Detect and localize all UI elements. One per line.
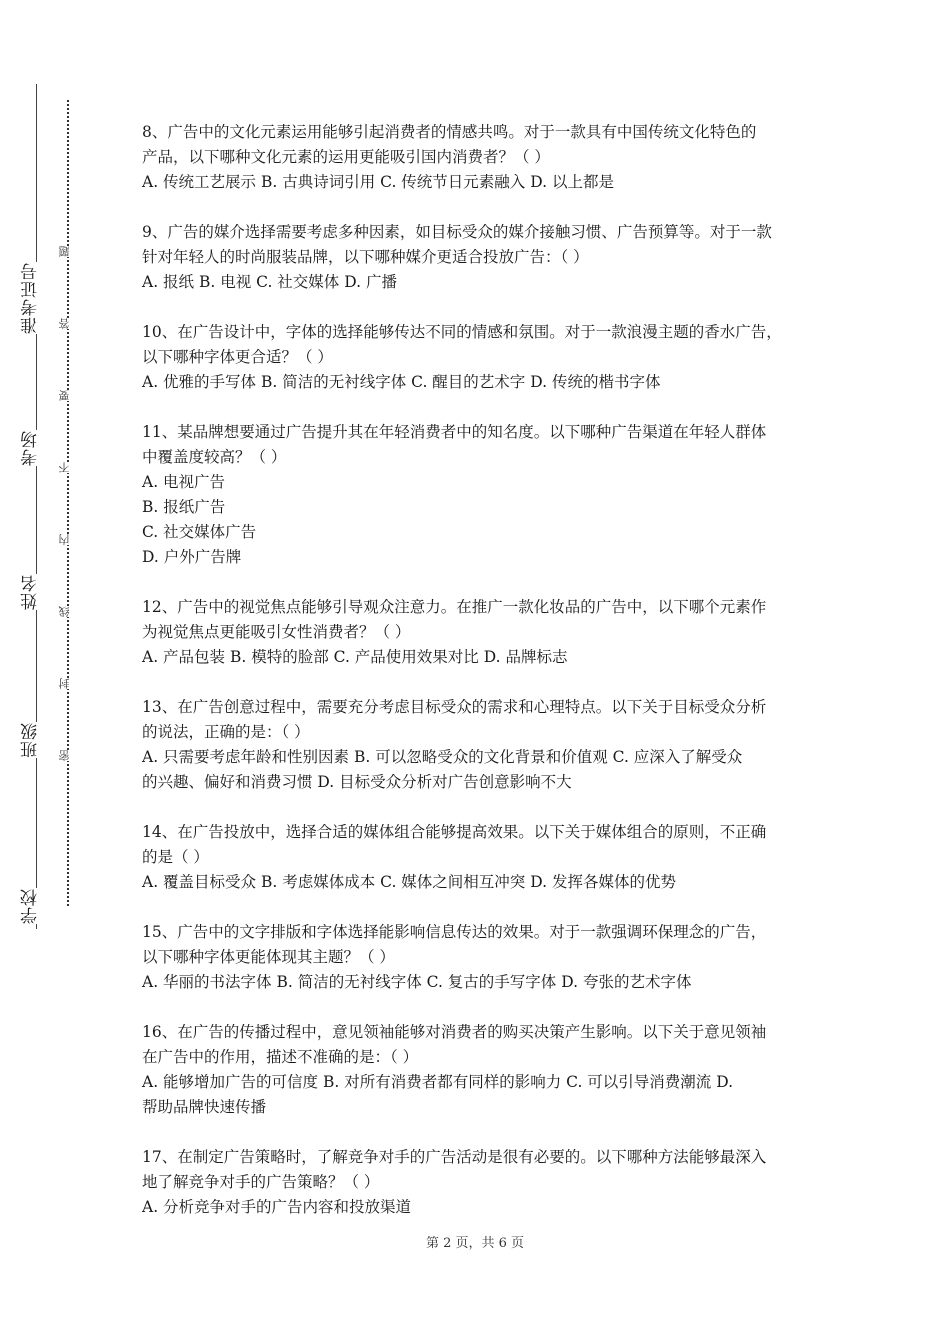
question-options: A. 能够增加广告的可信度 B. 对所有消费者都有同样的影响力 C. 可以引导消费潮流 D. — [142, 1073, 734, 1091]
question-line: 的是（ ） — [142, 848, 209, 866]
seal-char: 题 — [59, 246, 75, 257]
question-9 — [142, 220, 822, 295]
question-list — [142, 120, 822, 1245]
seal-char: 答 — [59, 318, 75, 329]
question-15 — [142, 920, 822, 995]
question-options: A. 覆盖目标受众 B. 考虑媒体成本 C. 媒体之间相互冲突 D. 发挥各媒体的优势 — [142, 873, 676, 891]
question-option-b: B. 报纸广告 — [142, 498, 226, 516]
binding-margin — [0, 0, 110, 1344]
question-line: 中覆盖度较高？（ ） — [142, 448, 287, 466]
field-class: 班级 — [22, 722, 50, 758]
question-line: 14、在广告投放中，选择合适的媒体组合能够提高效果。以下关于媒体组合的原则，不正确 — [142, 823, 767, 841]
field-exam-room: 考场 — [22, 430, 50, 466]
question-line: 17、在制定广告策略时，了解竞争对手的广告活动是很有必要的。以下哪种方法能够最深入 — [142, 1148, 767, 1166]
question-line: 在广告中的作用，描述不准确的是：（ ） — [142, 1048, 419, 1066]
question-options: A. 传统工艺展示 B. 古典诗词引用 C. 传统节日元素融入 D. 以上都是 — [142, 173, 614, 191]
question-13 — [142, 695, 822, 795]
field-school: 学校 — [22, 888, 50, 924]
question-10 — [142, 320, 822, 395]
question-line: 的说法，正确的是：（ ） — [142, 723, 310, 741]
binding-dotted-line — [67, 100, 69, 906]
page-number: 第 2 页，共 6 页 — [425, 1236, 525, 1251]
question-options: A. 优雅的手写体 B. 简洁的无衬线字体 C. 醒目的艺术字 D. 传统的楷书字体 — [142, 373, 661, 391]
question-line: 以下哪种字体更能体现其主题？（ ） — [142, 948, 395, 966]
question-line: 12、广告中的视觉焦点能够引导观众注意力。在推广一款化妆品的广告中，以下哪个元素作 — [142, 598, 767, 616]
question-option-d: D. 户外广告牌 — [142, 548, 242, 566]
question-line: 9、广告的媒介选择需要考虑多种因素，如目标受众的媒介接触习惯、广告预算等。对于一款 — [142, 223, 772, 241]
question-line: 11、某品牌想要通过广告提升其在年轻消费者中的知名度。以下哪种广告渠道在年轻人群体 — [142, 423, 767, 441]
question-line: 8、广告中的文化元素运用能够引起消费者的情感共鸣。对于一款具有中国传统文化特色的 — [142, 123, 757, 141]
field-name: 姓名 — [22, 574, 50, 610]
question-option-c: C. 社交媒体广告 — [142, 523, 257, 541]
question-line: 针对年轻人的时尚服装品牌，以下哪种媒介更适合投放广告：（ ） — [142, 248, 589, 266]
question-line: 16、在广告的传播过程中，意见领袖能够对消费者的购买决策产生影响。以下关于意见领袖 — [142, 1023, 767, 1041]
seal-char: 线 — [59, 606, 75, 617]
question-options: A. 华丽的书法字体 B. 简洁的无衬线字体 C. 复古的手写字体 D. 夸张的艺术字体 — [142, 973, 692, 991]
question-option-a: A. 电视广告 — [142, 473, 226, 491]
question-line: 为视觉焦点更能吸引女性消费者？（ ） — [142, 623, 411, 641]
question-options: 的兴趣、偏好和消费习惯 D. 目标受众分析对广告创意影响不大 — [142, 773, 572, 791]
question-line: 13、在广告创意过程中，需要充分考虑目标受众的需求和心理特点。以下关于目标受众分析 — [142, 698, 767, 716]
question-option-a: A. 分析竞争对手的广告内容和投放渠道 — [142, 1198, 412, 1216]
question-options: A. 报纸 B. 电视 C. 社交媒体 D. 广播 — [142, 273, 397, 291]
question-11 — [142, 420, 822, 570]
question-12 — [142, 595, 822, 670]
question-line: 地了解竞争对手的广告策略？（ ） — [142, 1173, 380, 1191]
seal-char: 要 — [59, 390, 75, 401]
seal-char: 内 — [59, 534, 75, 545]
question-8 — [142, 120, 822, 195]
question-options: A. 产品包装 B. 模特的脸部 C. 产品使用效果对比 D. 品牌标志 — [142, 648, 568, 666]
question-16 — [142, 1020, 822, 1120]
field-admission-number: 准考证号 — [22, 262, 50, 334]
question-line: 以下哪种字体更合适？（ ） — [142, 348, 333, 366]
question-options: 帮助品牌快速传播 — [142, 1098, 267, 1116]
question-options: A. 只需要考虑年龄和性别因素 B. 可以忽略受众的文化背景和价值观 C. 应深入了解受众 — [142, 748, 743, 766]
question-14 — [142, 820, 822, 895]
question-line: 10、在广告设计中，字体的选择能够传达不同的情感和氛围。对于一款浪漫主题的香水广告， — [142, 323, 782, 341]
binding-solid-line — [36, 84, 37, 929]
seal-char: 密 — [59, 750, 75, 761]
seal-char: 不 — [59, 462, 75, 473]
seal-char: 封 — [59, 678, 75, 689]
question-line: 15、广告中的文字排版和字体选择能影响信息传达的效果。对于一款强调环保理念的广告， — [142, 923, 767, 941]
question-17 — [142, 1145, 822, 1220]
question-line: 产品，以下哪种文化元素的运用更能吸引国内消费者？（ ） — [142, 148, 550, 166]
